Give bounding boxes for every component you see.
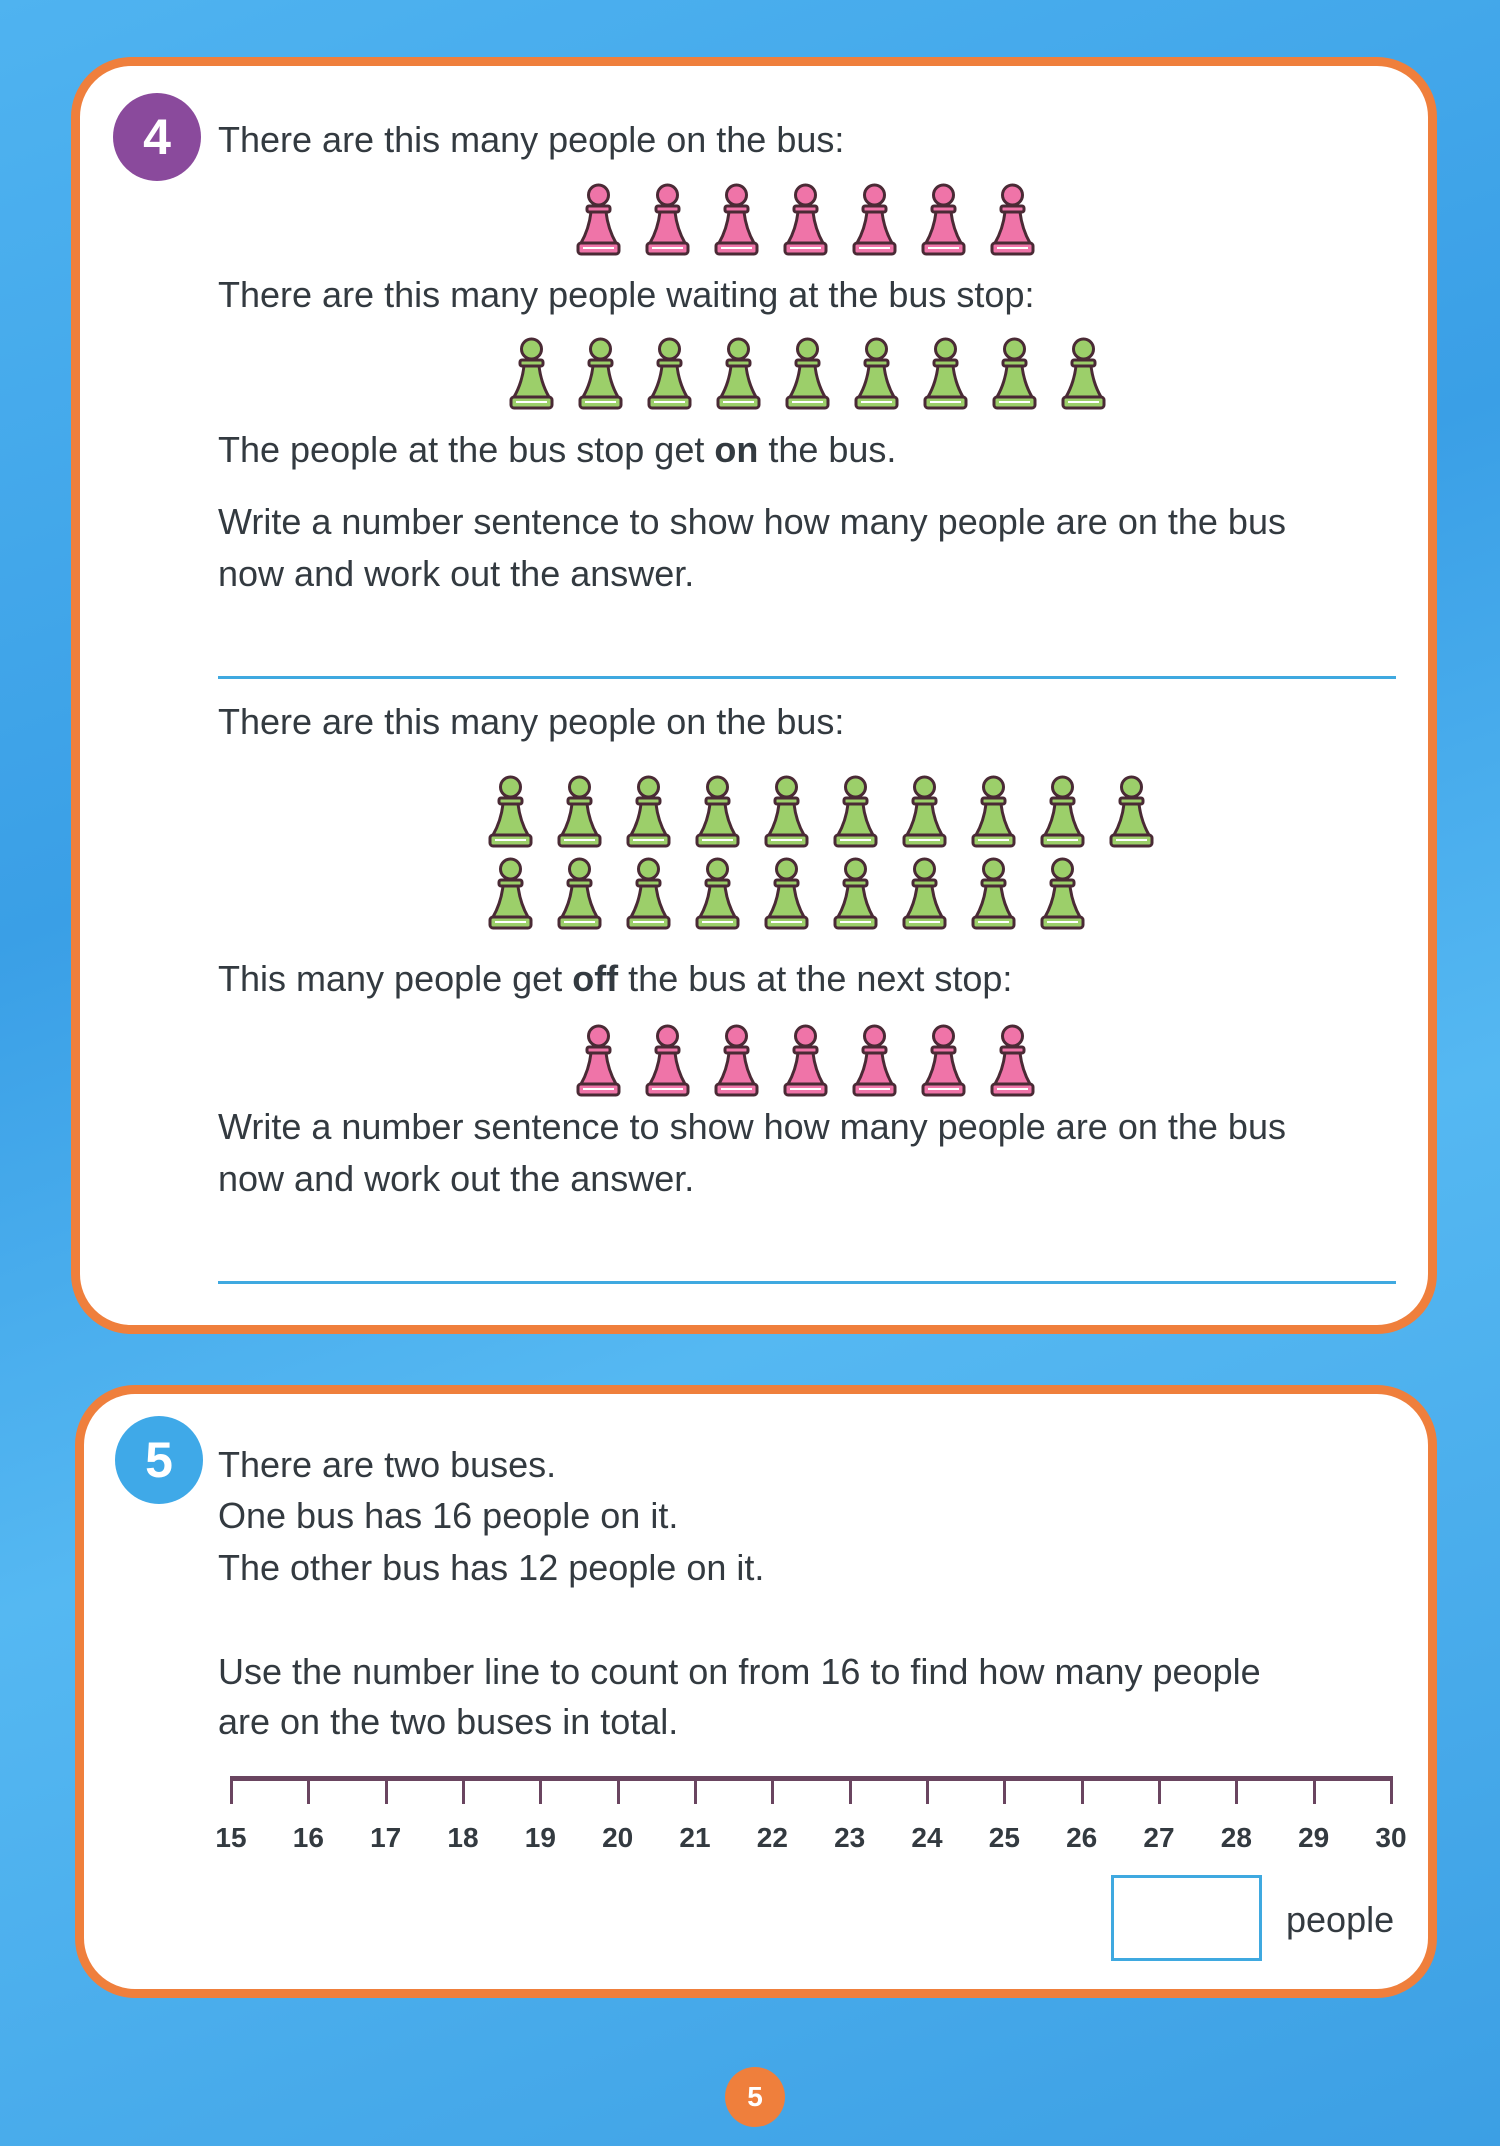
person-pawn-icon [555,773,604,849]
text: the bus at the next stop: [618,958,1013,999]
person-pawn-icon [712,181,761,257]
text: the bus. [758,429,897,470]
number-line-tick [1003,1776,1006,1804]
text: This many people get [218,958,573,999]
question-4-badge: 4 [113,93,201,181]
person-pawn-icon [783,335,832,411]
number-line-label: 21 [679,1822,711,1853]
answer-box[interactable] [1111,1875,1262,1961]
number-line-label: 26 [1066,1822,1098,1853]
number-line-label: 22 [756,1822,788,1853]
q5-line-5: are on the two buses in total. [218,1701,679,1742]
person-pawn-icon [507,335,556,411]
bold-off: off [572,958,619,999]
q5-line-2: One bus has 16 people on it. [218,1495,679,1536]
person-pawn-icon [969,773,1018,849]
green-pawn-row-b [486,855,1107,931]
person-pawn-icon [988,181,1037,257]
number-line-tick [849,1776,852,1804]
bold-on: on [714,429,759,470]
person-pawn-icon [850,1022,899,1098]
pink-pawn-row-1 [574,181,1057,257]
person-pawn-icon [576,335,625,411]
person-pawn-icon [762,773,811,849]
answer-unit: people [1286,1899,1395,1940]
number-line-label: 19 [524,1822,556,1853]
number-line-label: 15 [215,1822,247,1853]
q4-instruction-2b: now and work out the answer. [218,1158,695,1199]
person-pawn-icon [852,335,901,411]
person-pawn-icon [850,181,899,257]
number-line-bar [230,1776,1393,1781]
person-pawn-icon [486,855,535,931]
person-pawn-icon [1059,335,1108,411]
person-pawn-icon [624,855,673,931]
person-pawn-icon [921,335,970,411]
number-line-tick [230,1776,233,1804]
number-line-label: 23 [834,1822,866,1853]
number-line-tick [1081,1776,1084,1804]
person-pawn-icon [969,855,1018,931]
person-pawn-icon [643,181,692,257]
number-line-label: 27 [1143,1822,1175,1853]
q5-line-4: Use the number line to count on from 16 to find how many people [218,1651,1261,1692]
number-line-tick [694,1776,697,1804]
number-line-label: 18 [447,1822,479,1853]
number-line-tick [307,1776,310,1804]
person-pawn-icon [990,335,1039,411]
person-pawn-icon [1107,773,1156,849]
pink-pawn-row-2 [574,1022,1057,1098]
person-pawn-icon [624,773,673,849]
number-line-tick [771,1776,774,1804]
q4-text-get-off [218,958,1013,999]
person-pawn-icon [919,181,968,257]
person-pawn-icon [781,1022,830,1098]
q4-text-bus-2: There are this many people on the bus: [218,701,845,742]
person-pawn-icon [762,855,811,931]
q5-line-3: The other bus has 12 people on it. [218,1547,765,1588]
answer-line-2[interactable] [218,1281,1396,1284]
person-pawn-icon [919,1022,968,1098]
person-pawn-icon [831,855,880,931]
number-line-tick [462,1776,465,1804]
person-pawn-icon [555,855,604,931]
text: The people at the bus stop get [218,429,715,470]
question-5-badge: 5 [115,1416,203,1504]
number-line-tick [385,1776,388,1804]
number-line-tick [539,1776,542,1804]
page-number: 5 [725,2067,785,2127]
person-pawn-icon [645,335,694,411]
person-pawn-icon [574,1022,623,1098]
number-line-label: 16 [292,1822,324,1853]
person-pawn-icon [900,855,949,931]
green-pawn-row-a [486,773,1176,849]
person-pawn-icon [643,1022,692,1098]
number-line-tick [1158,1776,1161,1804]
person-pawn-icon [900,773,949,849]
number-line-label: 17 [370,1822,402,1853]
number-line-tick [1313,1776,1316,1804]
number-line [215,1776,1407,1853]
number-line-label: 28 [1220,1822,1252,1853]
q4-text-bus: There are this many people on the bus: [218,119,845,160]
number-line-label: 20 [602,1822,634,1853]
person-pawn-icon [1038,773,1087,849]
answer-line-1[interactable] [218,676,1396,679]
q4-instruction-1b: now and work out the answer. [218,553,695,594]
person-pawn-icon [712,1022,761,1098]
person-pawn-icon [574,181,623,257]
number-line-label: 29 [1298,1822,1330,1853]
number-line-tick [617,1776,620,1804]
person-pawn-icon [693,855,742,931]
q4-text-waiting: There are this many people waiting at the bus stop: [218,274,1035,315]
number-line-label: 24 [911,1822,943,1853]
person-pawn-icon [1038,855,1087,931]
person-pawn-icon [988,1022,1037,1098]
green-pawn-row-waiting [507,335,1128,411]
number-line-tick [926,1776,929,1804]
person-pawn-icon [486,773,535,849]
q4-instruction-1a: Write a number sentence to show how many people are on the bus [218,501,1286,542]
number-line-tick [1235,1776,1238,1804]
number-line-tick [1390,1776,1393,1804]
person-pawn-icon [831,773,880,849]
q5-line-1: There are two buses. [218,1444,557,1485]
person-pawn-icon [693,773,742,849]
q4-instruction-2a: Write a number sentence to show how many people are on the bus [218,1106,1286,1147]
person-pawn-icon [781,181,830,257]
person-pawn-icon [714,335,763,411]
number-line-label: 25 [988,1822,1020,1853]
q4-text-get-on [218,429,897,470]
number-line-label: 30 [1375,1822,1407,1853]
